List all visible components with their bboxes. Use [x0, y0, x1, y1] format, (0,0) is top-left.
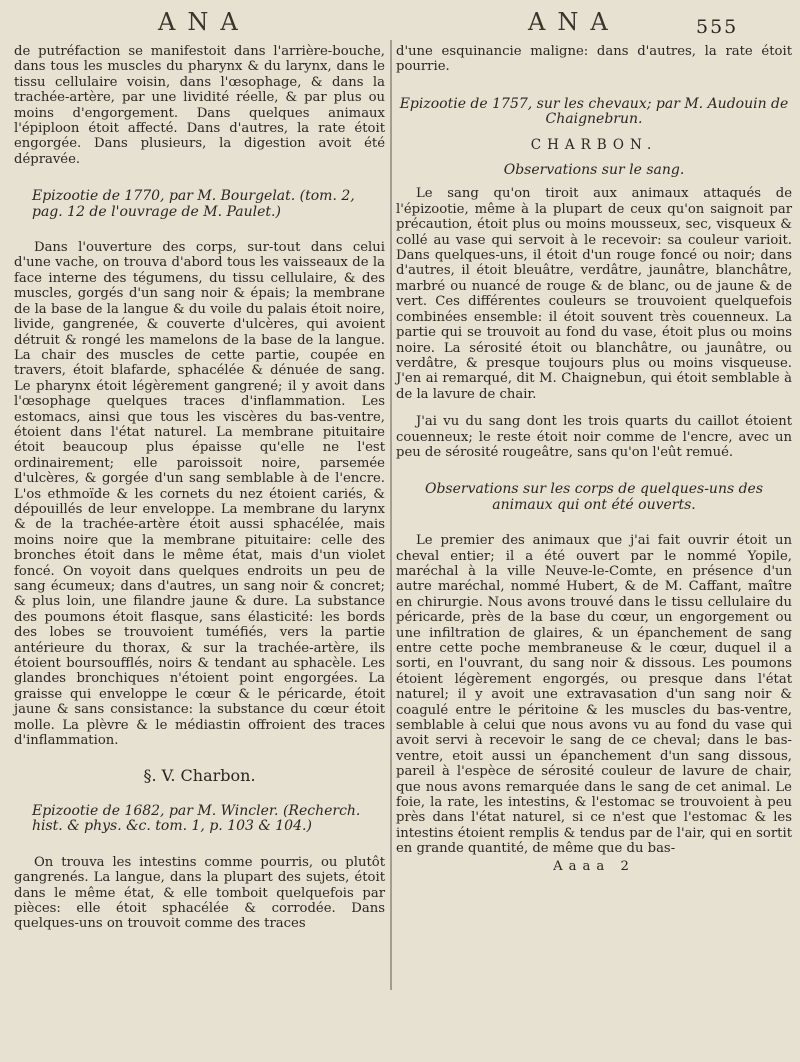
subheading: Observations sur les corps de quelques-uns des animaux qui ont été ouverts.	[424, 481, 764, 513]
column-rule	[390, 40, 392, 990]
section-title: CHARBON.	[530, 136, 658, 153]
running-head-left: ANA	[158, 8, 250, 36]
subheading: Epizootie de 1757, sur les chevaux; par M. Audouin de Chaignebrun.	[399, 95, 789, 128]
paragraph: de putréfaction se manifestoit dans l'arrière-bouche, dans tous les muscles du pharynx & du larynx, dans le tissu cellulaire voisin, dans l'œsophage, & dans la trachée-artère, par une lividité réelle, & par plus ou moins d'engorgement. Dans quelques animaux l'épiploon étoit affecté. Dans d'autres, la rate étoit engorgée. Dans plusieurs, la digestion avoit été dépravée.	[14, 44, 385, 167]
paragraph: J'ai vu du sang dont les trois quarts du caillot étoient couenneux; le reste étoit noir comme de l'encre, avec un peu de sérosité rougeâtre, sans qu'on l'eût remué.	[396, 414, 792, 460]
paragraph: d'une esquinancie maligne: dans d'autres, la rate étoit pourrie.	[396, 44, 792, 75]
paragraph: Le sang qu'on tiroit aux animaux attaqués de l'épizootie, même à la plupart de ceux qu'on saignoit par précaution, étoit plus ou moins mousseux, sec, visqueux & collé au vase qui servoit à le recevoir: sa couleur varioit. Dans quelques-uns, il étoit d'un rouge foncé ou noir; dans d'autres, il étoit bleuâtre, verdâtre, jaunâtre, blanchâtre, marbré ou nuancé de rouge & de blanc, ou de jaune & de vert. Ces différentes couleurs se trouvoient quelquefois combinées ensemble: il étoit souvent très couenneux. La partie qui se trouvoit au fond du vase, étoit plus ou moins noire. La sérosité étoit ou blanchâtre, ou jaunâtre, ou verdâtre, & presque toujours plus ou moins visqueuse. J'en ai remarqué, dit M. Chaignebun, qui étoit semblable à de la lavure de chair.	[396, 186, 792, 402]
right-column	[396, 44, 792, 887]
subheading: Observations sur le sang.	[503, 162, 685, 179]
section-heading: §. V. Charbon.	[143, 766, 256, 786]
paragraph: Dans l'ouverture des corps, sur-tout dans celui d'une vache, on trouva d'abord tous les vaisseaux de la face interne des tégumens, du tissu cellulaire, & des muscles, gorgés d'un sang noir & épais; la membrane de la base de la langue & du voile du palais étoit noire, livide, gangrenée, & couverte d'ulcères, qui avoient détruit & rongé les mamelons de la base de la langue. La chair des muscles de cette partie, coupée en travers, étoit blafarde, sphacélée & dénuée de sang. Le pharynx étoit légèrement gangrené; il y avoit dans l'œsophage quelques traces d'inflammation. Les estomacs, ainsi que tous les viscères du bas-ventre, étoient dans l'état naturel. La membrane pituitaire étoit beaucoup plus épaisse qu'elle ne l'est ordinairement; elle paroissoit noire, parsemée d'ulcères, & gorgée d'un sang semblable à de l'encre. L'os ethmoïde & les cornets du nez étoient cariés, & dépouillés de leur enveloppe. La membrane du larynx & de la trachée-artère étoit aussi sphacélée, mais moins noire que la membrane pituitaire: celle des bronches étoit dans le même état, mais d'un violet foncé. On voyoit dans quelques endroits un peu de sang écumeux; dans d'autres, un sang noir & concret; & plus loin, une filandre jaune & dure. La substance des poumons étoit flasque, sans élasticité: les bords des lobes se trouvoient tuméfiés, vers la partie antérieure du thorax, & sur la trachée-artère, ils étoient boursoufflés, noirs & tendant au sphacèle. Les glandes bronchiques n'étoient point engorgées. La graisse qui enveloppe le cœur & le péricarde, étoit jaune & sans consistance: la substance du cœur étoit molle. La plèvre & le médiastin offroient des traces d'inflammation.	[14, 240, 385, 749]
left-column	[0, 44, 385, 932]
page-number: 555	[696, 16, 739, 38]
signature-mark: Aaaa 2	[553, 858, 635, 874]
paragraph: Le premier des animaux que j'ai fait ouvrir étoit un cheval entier; il a été ouvert par le nommé Yopile, maréchal à la ville Neuve-le-Comte, en présence d'un autre maréchal, nommé Hubert, & de M. Caffant, maître en chirurgie. Nous avons trouvé dans le tissu cellulaire du péricarde, près de la base du cœur, un engorgement ou une infiltration de glaires, & un épanchement de sang entre cette poche membraneuse & le cœur, duquel il a sorti, en l'ouvrant, du sang noir & dissous. Les poumons étoient légèrement engorgés, ou presque dans l'état naturel; il y avoit une extravasation d'un sang noir & coagulé entre le péritoine & les muscles du bas-ventre, semblable à celui que nous avons vu au fond du vase qui avoit servi à recevoir le sang de ce cheval; dans le bas-ventre, etoit aussi un épanchement d'un sang dissous, pareil à l'espèce de sérosité couleur de lavure de chair, que nous avons remarquée dans le sang de cet animal. Le foie, la rate, les intestins, & l'estomac se trouvoient à peu près dans l'état naturel, si ce n'est que l'estomac & les intestins étoient remplis & tendus par de l'air, qui en sortit en grande quantité, de même que du bas-	[396, 533, 792, 857]
paragraph: On trouva les intestins comme pourris, ou plutôt gangrenés. La langue, dans la plupart des sujets, étoit dans le même état, & elle tomboit quelquefois par pièces: elle étoit sphacélée & corrodée. Dans quelques-uns on trouvoit comme des traces	[14, 854, 385, 932]
subheading: Epizootie de 1682, par M. Wincler. (Recherch. hist. & phys. &c. tom. 1, p. 103 & 104.)	[32, 802, 361, 835]
running-head-right: ANA	[528, 8, 620, 36]
subheading: Epizootie de 1770, par M. Bourgelat. (tom. 2, pag. 12 de l'ouvrage de M. Paulet.)	[32, 188, 355, 220]
